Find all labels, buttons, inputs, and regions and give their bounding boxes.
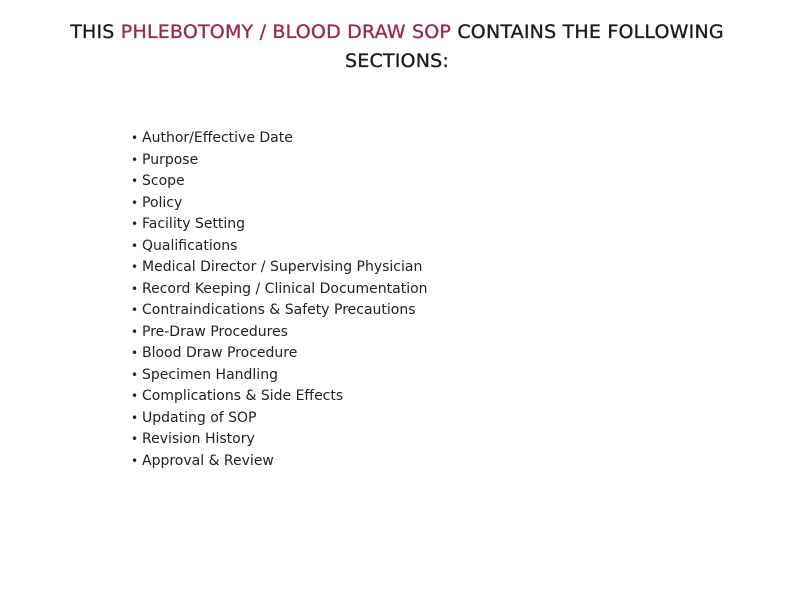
bullet-icon: •	[131, 324, 139, 339]
list-item	[131, 128, 428, 150]
list-item-label: Scope	[142, 173, 185, 189]
list-item	[131, 257, 428, 279]
bullet-icon: •	[131, 195, 139, 210]
list-item-label: Medical Director / Supervising Physician	[142, 259, 423, 275]
list-item	[131, 322, 428, 344]
list-item-label: Blood Draw Procedure	[142, 345, 298, 361]
title-prefix: THIS	[70, 21, 121, 43]
list-item	[131, 386, 428, 408]
bullet-icon: •	[131, 281, 139, 296]
list-item	[131, 408, 428, 430]
list-item	[131, 193, 428, 215]
bullet-icon: •	[131, 260, 139, 274]
bullet-icon: •	[131, 131, 139, 145]
title-highlight: PHLEBOTOMY / BLOOD DRAW SOP	[120, 21, 452, 43]
list-item-label: Specimen Handling	[142, 366, 278, 383]
page-title	[40, 18, 754, 76]
bullet-icon: •	[131, 346, 139, 360]
bullet-icon: •	[131, 303, 139, 317]
list-item-label: Updating of SOP	[142, 409, 257, 426]
list-item-label: Pre-Draw Procedures	[142, 323, 288, 340]
list-item	[131, 171, 428, 193]
list-item-label: Author/Effective Date	[142, 130, 293, 146]
list-item-label: Contraindications & Safety Precautions	[142, 302, 416, 318]
list-item-label: Policy	[142, 194, 183, 211]
section-list	[131, 128, 428, 472]
list-item	[131, 150, 428, 172]
bullet-icon: •	[131, 217, 139, 231]
title-suffix: CONTAINS THE FOLLOWING SECTIONS:	[345, 21, 724, 72]
list-item	[131, 236, 428, 258]
list-item	[131, 429, 428, 451]
bullet-icon: •	[131, 389, 139, 403]
list-item-label: Approval & Review	[142, 452, 274, 469]
bullet-icon: •	[131, 410, 139, 425]
bullet-icon: •	[131, 174, 139, 188]
list-item-label: Revision History	[142, 431, 255, 447]
list-item-label: Purpose	[142, 151, 199, 168]
list-item	[131, 279, 428, 301]
bullet-icon: •	[131, 152, 139, 167]
bullet-icon: •	[131, 453, 139, 468]
bullet-icon: •	[131, 238, 139, 253]
list-item	[131, 451, 428, 473]
list-item-label: Facility Setting	[142, 216, 246, 232]
list-item	[131, 214, 428, 236]
list-item-label: Qualifications	[142, 237, 238, 254]
list-item-label: Record Keeping / Clinical Documentation	[142, 280, 428, 297]
list-item	[131, 365, 428, 387]
bullet-icon: •	[131, 367, 139, 382]
list-item-label: Complications & Side Effects	[142, 388, 344, 404]
bullet-icon: •	[131, 432, 139, 446]
list-item	[131, 300, 428, 322]
list-item	[131, 343, 428, 365]
